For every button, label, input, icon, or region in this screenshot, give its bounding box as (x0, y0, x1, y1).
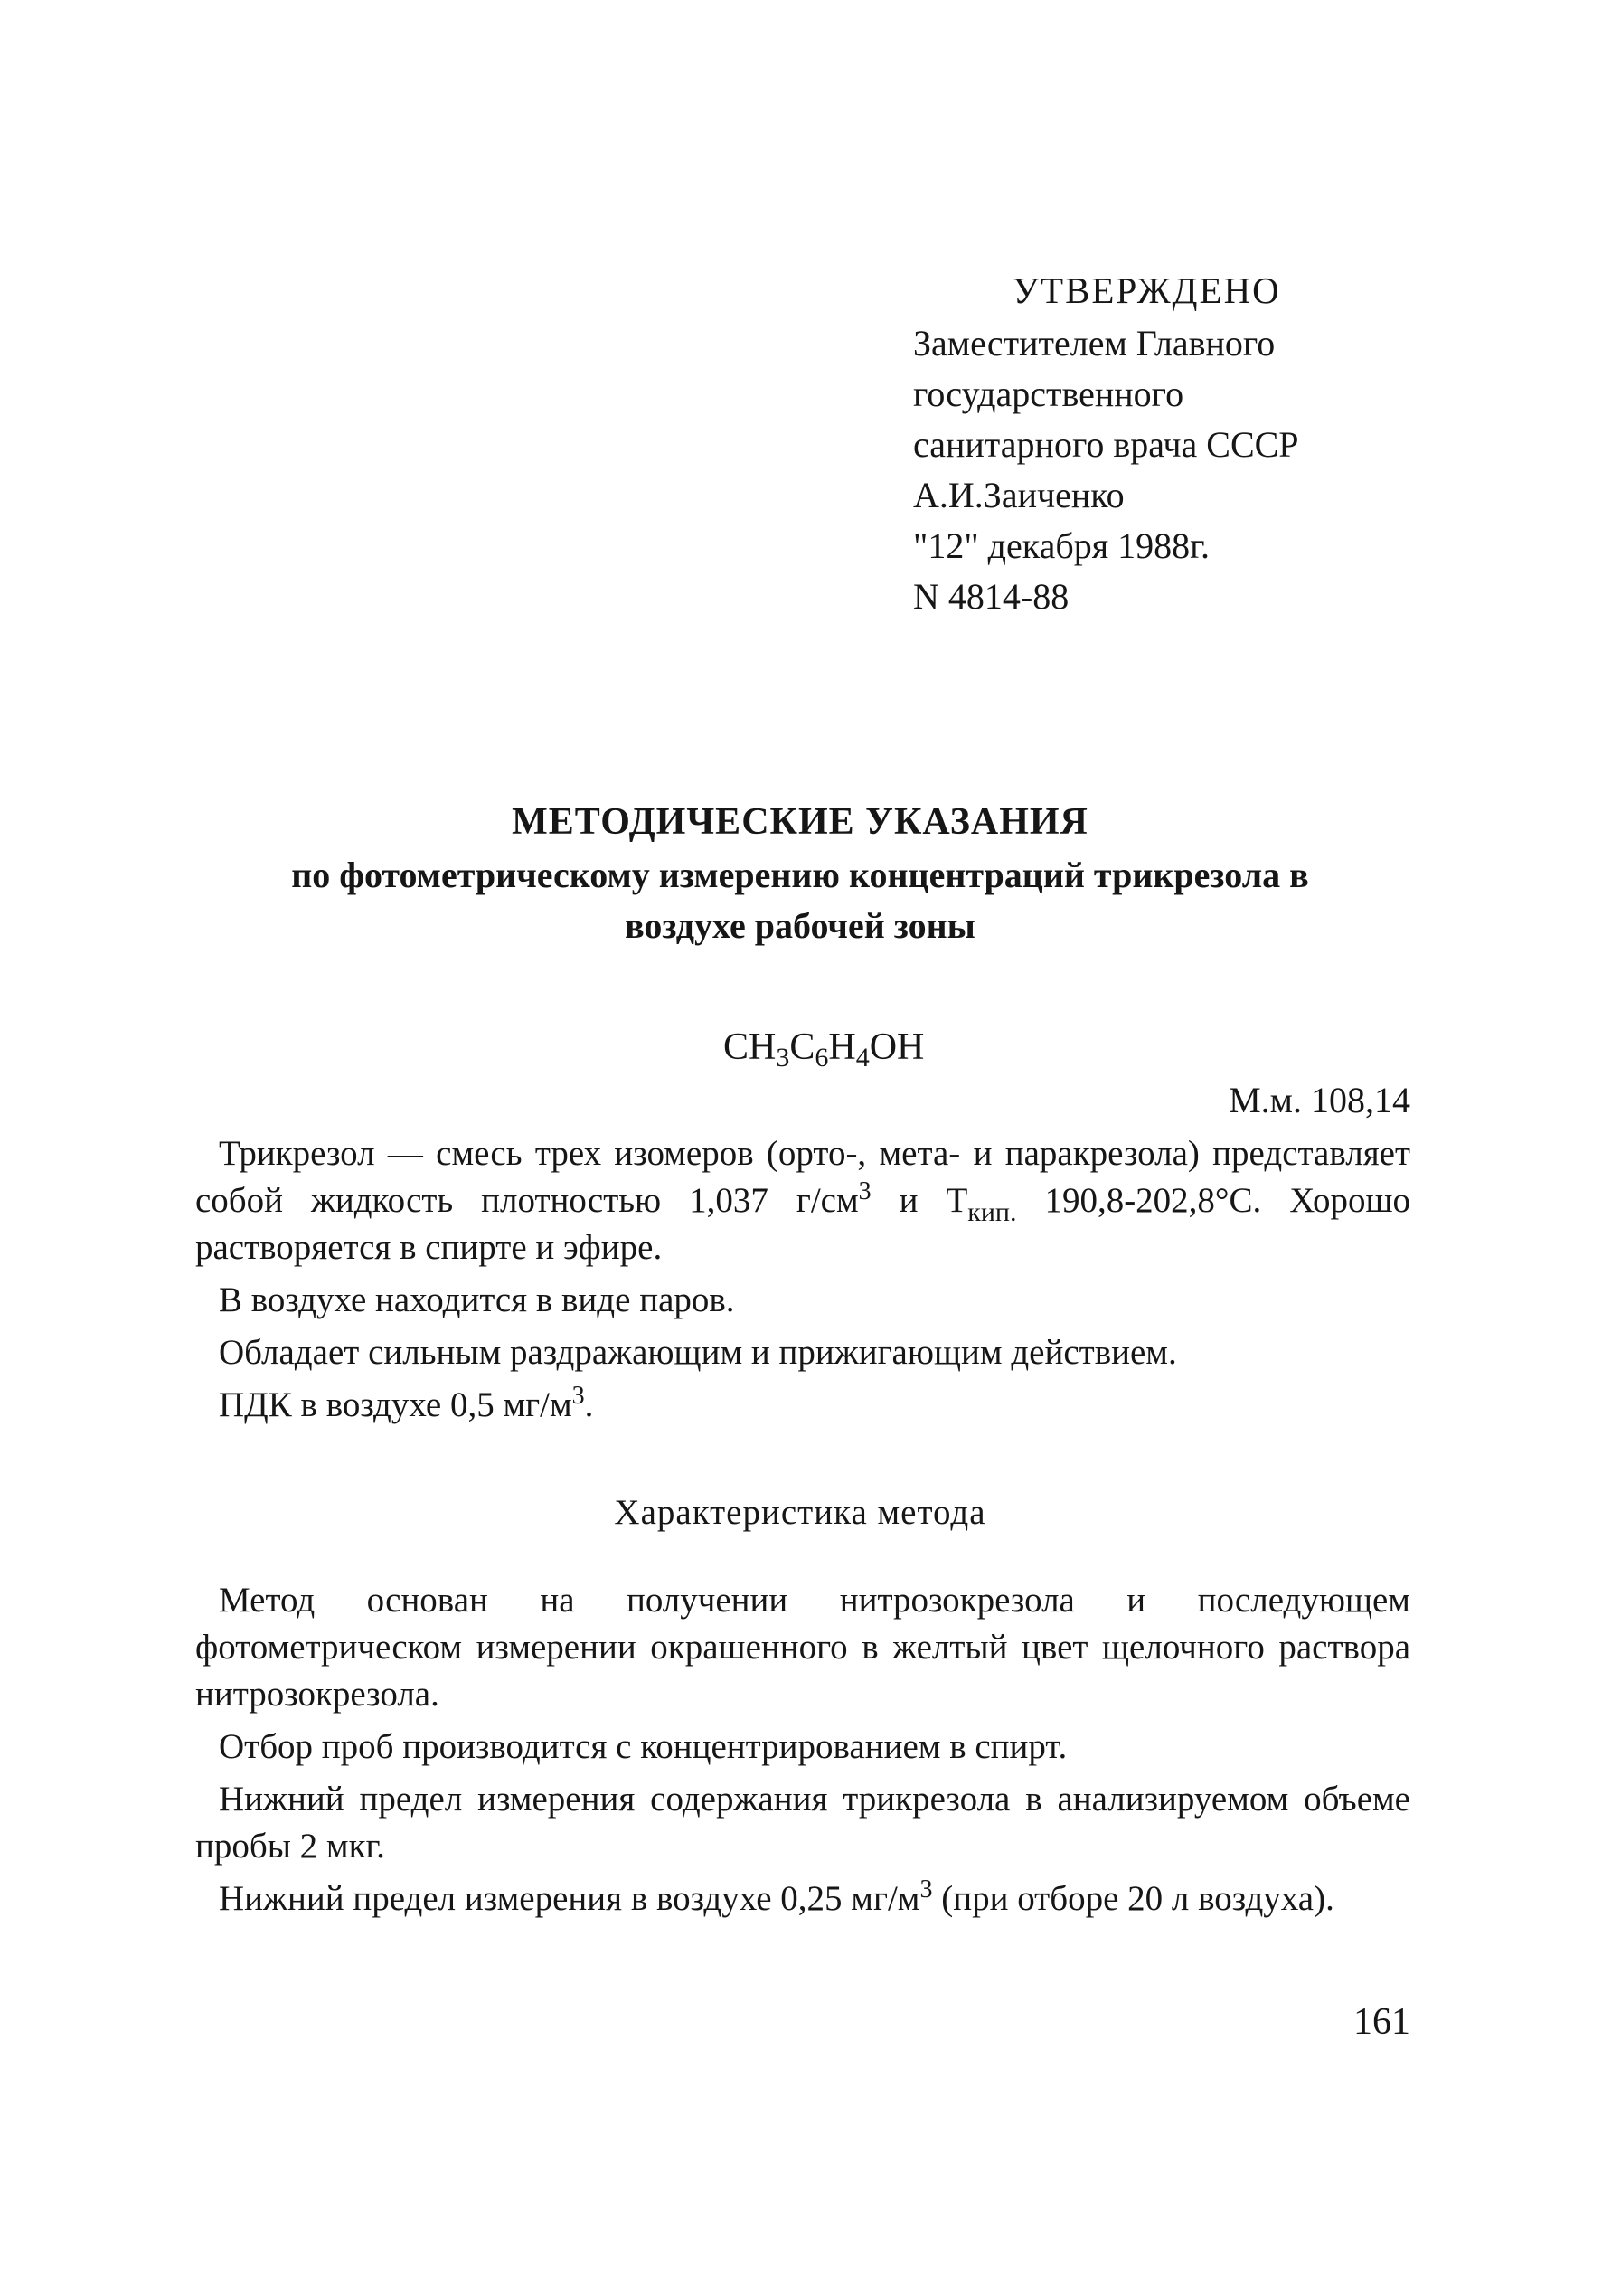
paragraph: В воздухе находится в виде паров. (219, 1280, 735, 1319)
approval-line: А.И.Заиченко (913, 475, 1125, 515)
substance-description (195, 1130, 1410, 1434)
section-heading: Характеристика метода (614, 1493, 986, 1532)
paragraph: Обладает сильным раздражающим и прижигающим действием. (219, 1333, 1177, 1372)
approval-heading: УТВЕРЖДЕНО (1013, 269, 1281, 311)
formula-subscript: 3 (776, 1043, 790, 1072)
formula-part: CH (723, 1026, 777, 1068)
title-subtitle-line: по фотометрическому измерению концентраций трикрезола в (291, 855, 1309, 895)
paragraph: Отбор проб производится с концентрированием в спирт. (219, 1727, 1068, 1766)
paragraph: Метод основан на получении нитрозокрезола и последующем фотометрическом измерении окрашенного в желтый цвет щелочного раствора нитрозокрезола. (195, 1581, 1410, 1714)
formula-subscript: 6 (815, 1043, 829, 1072)
formula-part: C (789, 1026, 815, 1068)
page-number: 161 (1353, 2001, 1410, 2043)
text-run: 190,8-202,8°С. Хорошо растворяется в спирте и эфире. (195, 1181, 1410, 1267)
formula-part: H (828, 1026, 856, 1068)
text-run: ПДК в воздухе 0,5 мг/м (219, 1385, 572, 1424)
approval-line: Заместителем Главного (913, 323, 1276, 364)
title-subtitle-line: воздухе рабочей зоны (625, 905, 975, 946)
paragraph (195, 1876, 1410, 1923)
text-run: Трикрезол — смесь трех изомеров (орто-, мета- и паракрезола) представляет собой жидкость плотностью 1,037 г/см (195, 1134, 1410, 1220)
formula-subscript: 4 (855, 1043, 870, 1072)
approval-line: санитарного врача СССР (913, 424, 1299, 465)
superscript: 3 (571, 1382, 585, 1410)
document-title (181, 794, 1419, 951)
text-run: (при отборе 20 л воздуха). (932, 1879, 1334, 1918)
superscript: 3 (919, 1876, 933, 1904)
text-run: Нижний предел измерения в воздухе 0,25 мг/м (219, 1879, 920, 1918)
paragraph (195, 1130, 1410, 1271)
paragraph (195, 1382, 1410, 1429)
text-run: . (584, 1385, 594, 1424)
chemical-formula (723, 1020, 924, 1085)
title-main: МЕТОДИЧЕСКИЕ УКАЗАНИЯ (512, 801, 1088, 843)
approval-line: государственного (913, 373, 1184, 414)
formula-part: OH (869, 1026, 925, 1068)
superscript: 3 (858, 1177, 872, 1205)
approval-line: N 4814-88 (913, 576, 1070, 617)
text-run: и Т (871, 1181, 968, 1220)
molecular-mass: М.м. 108,14 (1229, 1080, 1410, 1120)
paragraph: Нижний предел измерения содержания трикрезола в анализируемом объеме пробы 2 мкг. (195, 1780, 1410, 1866)
method-description (195, 1577, 1410, 1928)
approval-block (913, 262, 1546, 622)
subscript: кип. (967, 1197, 1017, 1227)
approval-line: "12" декабря 1988г. (913, 525, 1210, 566)
